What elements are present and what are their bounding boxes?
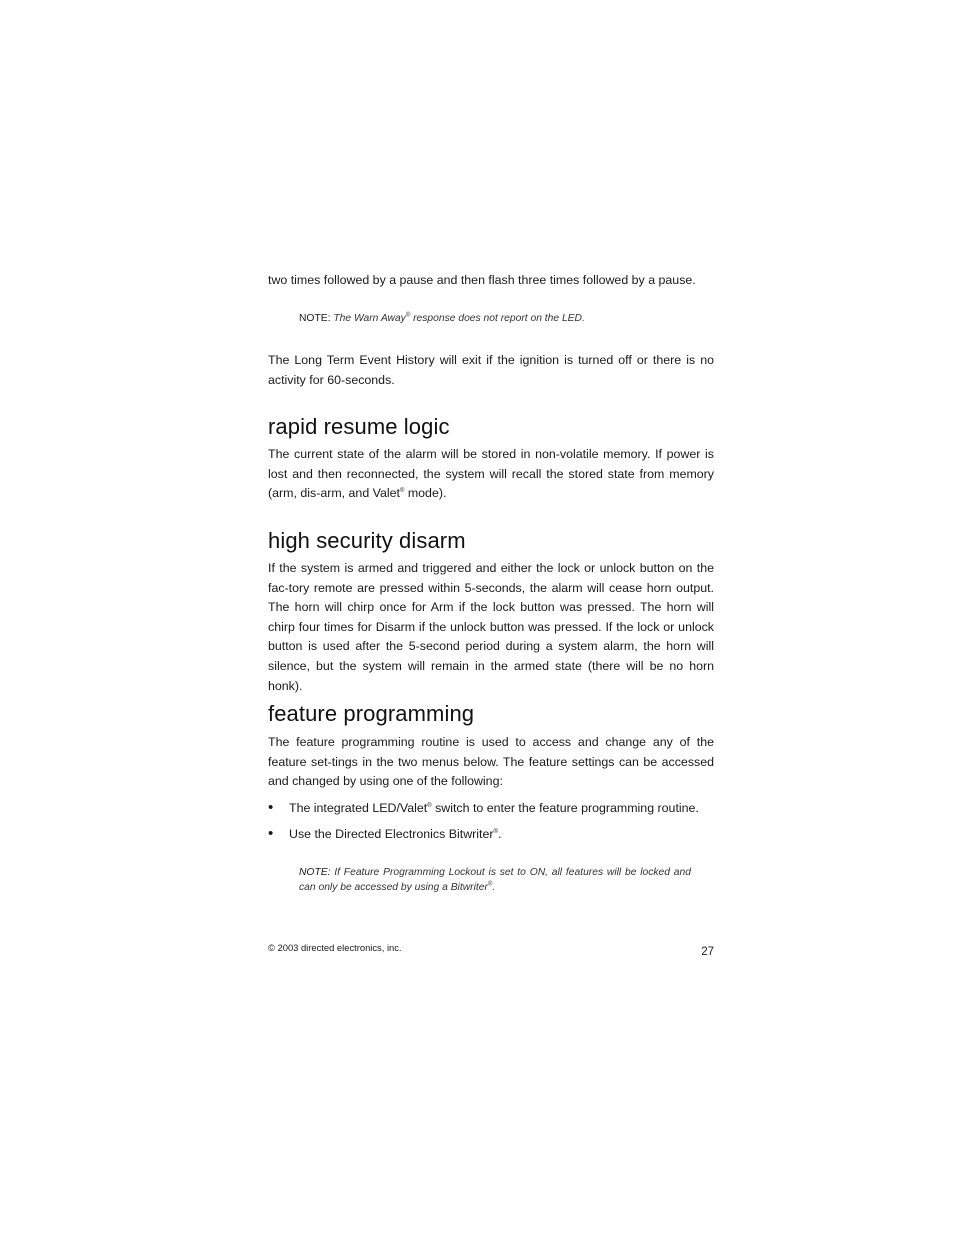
rapid-resume-paragraph: The current state of the alarm will be stored in non-volatile memory. If power is lost and then reconnected, the system will recall the stored state from memory (arm, dis-arm, and Valet® mode). [268,447,714,501]
note-feature-lockout: NOTE: If Feature Programming Lockout is set to ON, all features will be locked and can only be accessed by using a Bitwriter®. [299,867,691,893]
copyright-footer: © 2003 directed electronics, inc. [268,942,402,953]
note-label: NOTE: [299,867,331,878]
heading-rapid-resume-logic: rapid resume logic [268,414,450,439]
note-warn-away: NOTE: The Warn Away® response does not report on the LED. [299,312,585,324]
continued-paragraph: two times followed by a pause and then flash three times followed by a pause. [268,273,696,287]
heading-feature-programming: feature programming [268,701,475,726]
feature-programming-paragraph: The feature programming routine is used to access and change any of the feature set-tings in the two menus below. The feature settings can be accessed and changed by using one of the following: [268,735,714,789]
event-history-exit-paragraph: The Long Term Event History will exit if the ignition is turned off or there is no activity for 60-seconds. [268,353,714,387]
note-label: NOTE: [299,313,331,324]
bullet-icon: • [268,825,274,842]
page-number: 27 [701,946,714,958]
heading-high-security-disarm: high security disarm [268,528,466,553]
high-security-paragraph: If the system is armed and triggered and either the lock or unlock button on the fac-tory remote are pressed within 5-seconds, the alarm will cease horn output. The horn will chirp once for Arm if the lock button was pressed. The horn will chirp four times for Disarm if the unlock button was pressed. If the lock or unlock button is used after the 5-second period during a system alarm, the horn will silence, but the system will remain in the armed state (there will be no horn honk). [268,561,714,693]
bullet-icon: • [268,799,274,816]
